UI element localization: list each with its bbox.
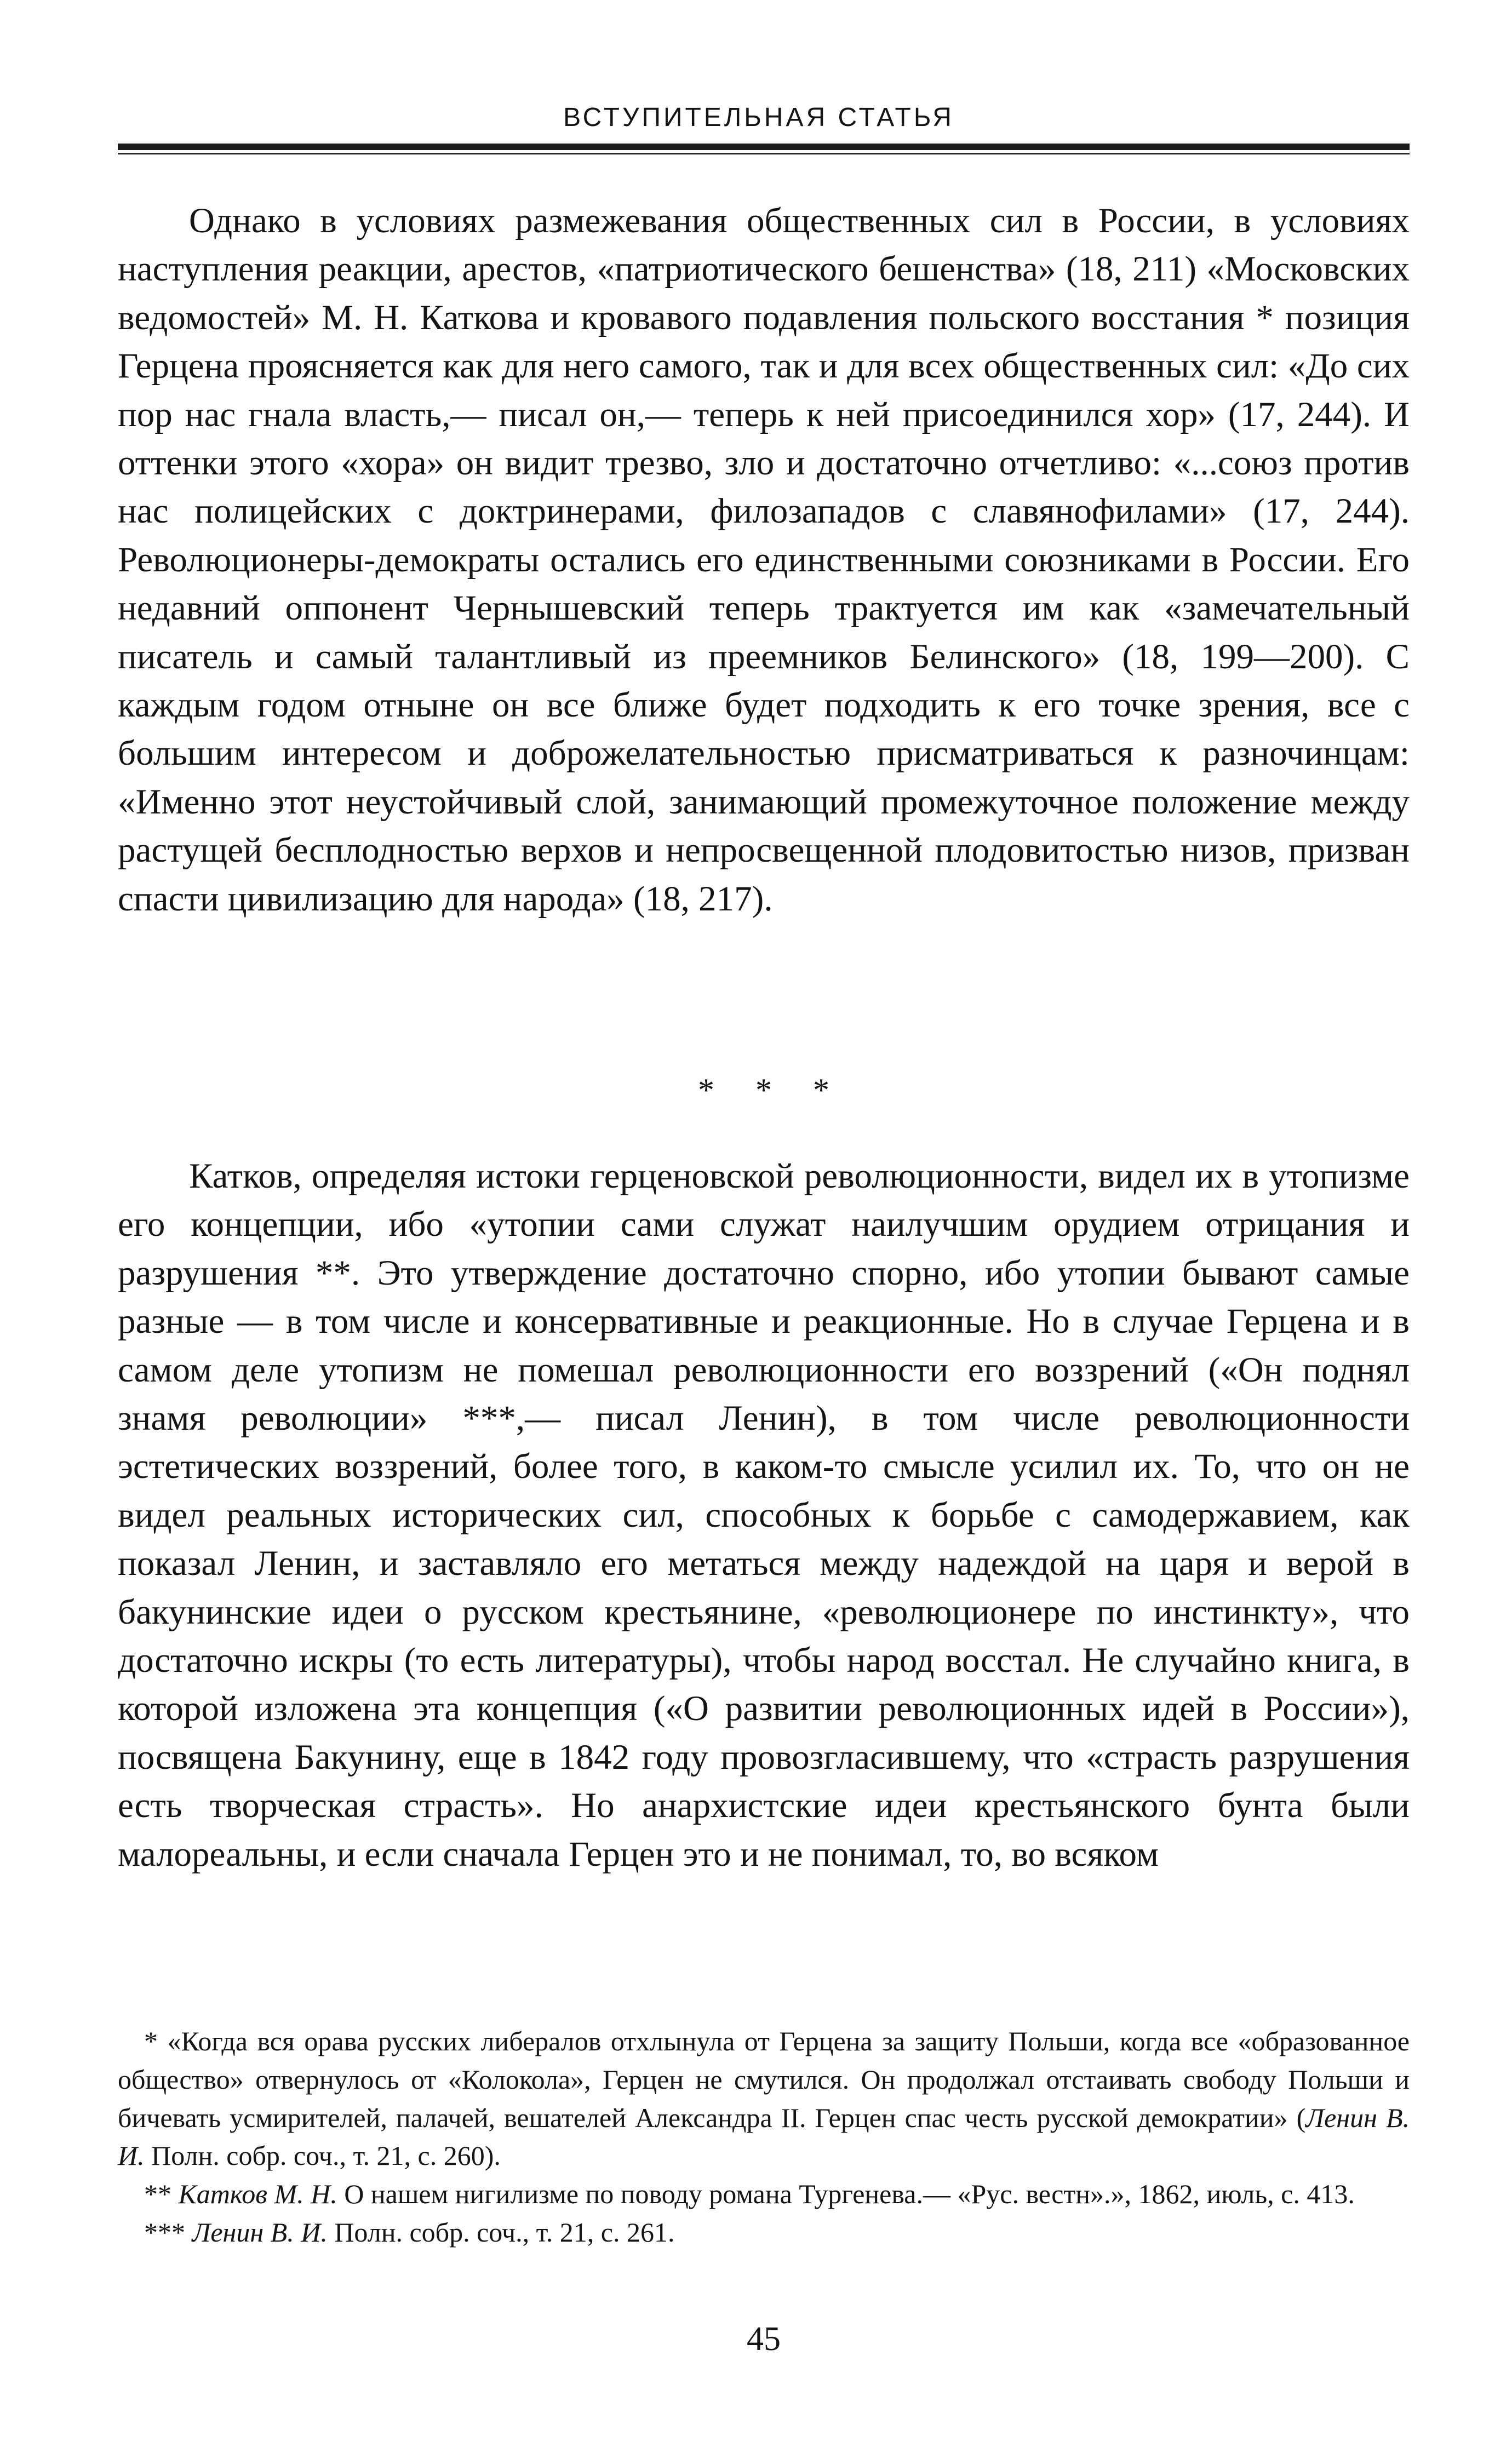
footnote-text — [171, 2179, 179, 2209]
body-paragraph: Однако в условиях размежевания общественных сил в России, в условиях наступления реакции, арестов, «патриотического бешенства» (18, 211) «Московских ведомостей» М. Н. Каткова и кровавого подавления польского восстания * позиция Герцена проясняется как для него самого, так и для всех общественных сил: «До сих пор нас гнала власть,— писал он,— теперь к ней присоединился хор» (17, 244). И оттенки этого «хора» он видит трезво, зло и достаточно отчетливо: «...союз против нас полицейских с доктринерами, филозападов с славянофилами» (17, 244). Революционеры-демократы остались его единственными союзниками в России. Его недавний оппонент Чернышевский теперь трактуется им как «замечательный писатель и самый талантливый из преемников Белинского» (18, 199—200). С каждым годом отныне он все ближе будет подходить к его точке зрения, все с большим интересом и доброжелательностью присматриваться к разночинцам: «Именно этот неустойчивый слой, занимающий промежуточное положение между растущей бесплодностью верхов и непросвещенной плодовитостью низов, призван спасти цивилизацию для народа» (18, 217). — [118, 201, 1410, 919]
running-head: ВСТУПИТЕЛЬНАЯ СТАТЬЯ — [563, 103, 954, 132]
footnote-marker: ** — [144, 2179, 171, 2210]
footnotes — [118, 2022, 1410, 2252]
footnote-author: Ленин В. И. — [118, 2102, 1410, 2171]
page-number: 45 — [747, 2320, 781, 2358]
footnote-author: Катков М. Н. — [178, 2179, 337, 2210]
footnote — [118, 2175, 1410, 2214]
footnote-text: Полн. собр. соч., т. 21, с. 261. — [327, 2216, 675, 2248]
footnote-text: «Когда вся орава русских либералов отхлынула от Герцена за защиту Польши, когда все «образованное общество» отвернулось от «Колокола», Герцен не смутился. Он продолжал отстаивать свободу Польши и бичевать усмирителей, палачей, вешателей Александра II. Герцен спас честь русской демократии» ( — [118, 2026, 1410, 2133]
footnote — [118, 2214, 1410, 2252]
header-rule-thick — [118, 144, 1410, 150]
footnote-text — [185, 2217, 192, 2248]
footnote-text: О нашем нигилизме по поводу романа Тургенева.— «Рус. вестн».», 1862, июль, с. 413. — [337, 2179, 1355, 2210]
body-paragraph: Катков, определяя истоки герценовской революционности, видел их в утопизме его концепции, ибо «утопии сами служат наилучшим орудием отрицания и разрушения **. Это утверждение достаточно спорно, ибо утопии бывают самые разные — в том числе и консервативные и реакционные. Но в случае Герцена и в самом деле утопизм не помешал революционности его воззрений («Он поднял знамя революции» ***,— писал Ленин), в том числе революционности эстетических воззрений, более того, в каком-то смысле усилил их. То, что он не видел реальных исторических сил, способных к борьбе с самодержавием, как показал Ленин, и заставляло его метаться между надеждой на царя и верой в бакунинские идеи о русском крестьянине, «революционере по инстинкту», что достаточно искры (то есть литературы), чтобы народ восстал. Не случайно книга, в которой изложена эта концепция («О развитии революционных идей в России»), посвящена Бакунину, еще в 1842 году провозгласившему, что «страсть разрушения есть творческая страсть». Но анархистские идеи крестьянского бунта были малореальны, и если сначала Герцен это и не понимал, то, во всяком — [118, 1156, 1410, 1874]
header-rule-thin — [118, 153, 1410, 154]
footnote-text: Полн. собр. соч., т. 21, с. 260). — [144, 2140, 501, 2171]
section-break: * * * — [698, 1072, 829, 1108]
footnote-author: Ленин В. И. — [192, 2216, 328, 2248]
footnote-marker: *** — [144, 2216, 185, 2248]
footnote-marker: * — [144, 2026, 158, 2056]
footnote — [118, 2022, 1410, 2175]
